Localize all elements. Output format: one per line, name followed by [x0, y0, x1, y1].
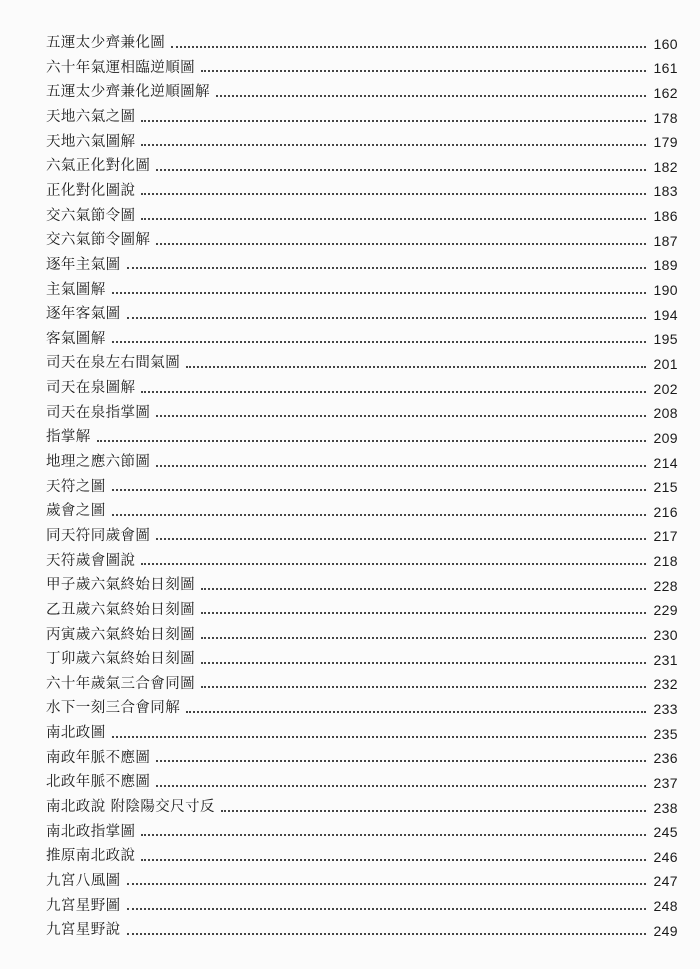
dot-leader — [141, 120, 646, 122]
toc-entry[interactable] — [46, 888, 678, 913]
toc-entry[interactable] — [46, 346, 678, 371]
toc-entry-page-number: 229 — [653, 602, 678, 619]
dot-leader — [127, 883, 647, 885]
toc-entry-page-number: 247 — [653, 873, 678, 890]
toc-entry-title: 客氣圖解 — [46, 330, 106, 347]
toc-entry[interactable] — [46, 864, 678, 889]
toc-entry-page-number: 216 — [653, 503, 678, 520]
dot-leader — [141, 859, 646, 861]
toc-entry-page-number: 190 — [653, 282, 678, 299]
toc-entry-page-number: 233 — [653, 700, 678, 717]
toc-entry-page-number: 231 — [653, 651, 678, 668]
dot-leader — [141, 218, 646, 220]
toc-entry[interactable] — [46, 642, 678, 667]
toc-entry[interactable] — [46, 667, 678, 692]
dot-leader — [141, 834, 646, 836]
dot-leader — [112, 341, 646, 343]
toc-entry-title: 九宮星野說 — [46, 922, 121, 939]
toc-entry-page-number: 187 — [653, 232, 678, 249]
toc-entry-page-number: 217 — [653, 528, 678, 545]
dot-leader — [216, 95, 646, 97]
dot-leader — [112, 489, 646, 491]
dot-leader — [97, 440, 646, 442]
dot-leader — [156, 760, 646, 762]
toc-entry-page-number: 245 — [653, 824, 678, 841]
toc-entry[interactable] — [46, 913, 678, 938]
toc-entry-title: 正化對化圖說 — [46, 182, 136, 199]
toc-entry-page-number: 238 — [653, 799, 678, 816]
toc-entry-page-number: 230 — [653, 627, 678, 644]
toc-entry-title: 天地六氣之圖 — [46, 109, 136, 126]
toc-entry[interactable] — [46, 568, 678, 593]
toc-entry-page-number: 218 — [653, 553, 678, 570]
toc-entry-title: 地理之應六節圖 — [46, 454, 151, 471]
toc-entry-page-number: 248 — [653, 898, 678, 915]
toc-entry[interactable] — [46, 543, 678, 568]
toc-entry-title: 六十年氣運相臨逆順圖 — [46, 59, 195, 76]
dot-leader — [112, 292, 646, 294]
toc-entry-title: 五運太少齊兼化逆順圖解 — [46, 84, 210, 101]
toc-entry-title: 五運太少齊兼化圖 — [46, 35, 166, 52]
toc-entry-title: 司天在泉左右間氣圖 — [46, 355, 181, 372]
dot-leader — [201, 70, 646, 72]
dot-leader — [156, 465, 646, 467]
dot-leader — [156, 538, 646, 540]
toc-entry-page-number: 236 — [653, 750, 678, 767]
toc-entry-title: 南北政指掌圖 — [46, 823, 136, 840]
toc-entry[interactable] — [46, 125, 678, 150]
toc-entry-page-number: 208 — [653, 405, 678, 422]
toc-entry-title: 六氣正化對化圖 — [46, 158, 151, 175]
toc-entry-page-number: 201 — [653, 355, 678, 372]
dot-leader — [127, 267, 647, 269]
toc-entry-page-number: 178 — [653, 109, 678, 126]
toc-entry[interactable] — [46, 716, 678, 741]
toc-entry[interactable] — [46, 75, 678, 100]
toc-entry-title: 逐年主氣圖 — [46, 256, 121, 273]
dot-leader — [141, 144, 646, 146]
dot-leader — [186, 711, 646, 713]
toc-entry-page-number: 232 — [653, 676, 678, 693]
toc-entry-page-number: 235 — [653, 725, 678, 742]
toc-entry-page-number: 209 — [653, 429, 678, 446]
toc-entry-title: 丙寅歲六氣終始日刻圖 — [46, 626, 195, 643]
toc-entry-page-number: 161 — [653, 60, 678, 77]
toc-entry-title: 交六氣節令圖 — [46, 207, 136, 224]
toc-entry[interactable] — [46, 494, 678, 519]
toc-entry-page-number: 189 — [653, 257, 678, 274]
toc-entry-title: 南北政圖 — [46, 725, 106, 742]
toc-entry-title: 九宮星野圖 — [46, 897, 121, 914]
dot-leader — [112, 736, 646, 738]
toc-entry[interactable] — [46, 100, 678, 125]
toc-entry-page-number: 214 — [653, 454, 678, 471]
toc-entry-page-number: 186 — [653, 208, 678, 225]
dot-leader — [156, 243, 646, 245]
toc-entry-title: 同天符同歲會圖 — [46, 527, 151, 544]
toc-entry-title: 天符之圖 — [46, 478, 106, 495]
toc-entry-title: 主氣圖解 — [46, 281, 106, 298]
toc-entry-title: 天符歲會圖說 — [46, 552, 136, 569]
toc-entry-title: 甲子歲六氣終始日刻圖 — [46, 577, 195, 594]
toc-entry[interactable] — [46, 617, 678, 642]
dot-leader — [201, 686, 646, 688]
toc-entry-page-number: 246 — [653, 848, 678, 865]
toc-entry[interactable] — [46, 790, 678, 815]
toc-entry-page-number: 183 — [653, 183, 678, 200]
toc-entry-title: 九宮八風圖 — [46, 872, 121, 889]
toc-entry-title: 歲會之圖 — [46, 503, 106, 520]
toc-entry[interactable] — [46, 174, 678, 199]
toc-entry-page-number: 202 — [653, 380, 678, 397]
dot-leader — [201, 612, 646, 614]
toc-entry-page-number: 195 — [653, 331, 678, 348]
dot-leader — [156, 415, 646, 417]
toc-entry[interactable] — [46, 839, 678, 864]
toc-entry[interactable] — [46, 470, 678, 495]
dot-leader — [127, 317, 647, 319]
toc-entry-title: 推原南北政說 — [46, 848, 136, 865]
toc-entry-page-number: 162 — [653, 84, 678, 101]
toc-entry-title: 司天在泉圖解 — [46, 380, 136, 397]
toc-entry-page-number: 237 — [653, 774, 678, 791]
dot-leader — [141, 391, 646, 393]
dot-leader — [112, 514, 646, 516]
dot-leader — [201, 588, 646, 590]
toc-entry[interactable] — [46, 593, 678, 618]
toc-entry[interactable] — [46, 741, 678, 766]
toc-entry[interactable] — [46, 322, 678, 347]
toc-entry-title: 北政年脈不應圖 — [46, 774, 151, 791]
toc-entry-page-number: 228 — [653, 577, 678, 594]
toc-entry-title: 六十年歲氣三合會同圖 — [46, 675, 195, 692]
toc-entry[interactable] — [46, 248, 678, 273]
toc-entry[interactable] — [46, 765, 678, 790]
toc-entry-title: 逐年客氣圖 — [46, 306, 121, 323]
dot-leader — [186, 366, 646, 368]
toc-entry-title: 交六氣節令圖解 — [46, 232, 151, 249]
dot-leader — [221, 810, 646, 812]
dot-leader — [201, 637, 646, 639]
dot-leader — [141, 193, 646, 195]
toc-entry-title: 水下一刻三合會同解 — [46, 700, 181, 717]
toc-entry[interactable] — [46, 691, 678, 716]
toc-entry-title: 指掌解 — [46, 429, 91, 446]
dot-leader — [156, 169, 646, 171]
toc-entry[interactable] — [46, 149, 678, 174]
toc-entry[interactable] — [46, 297, 678, 322]
toc-entry[interactable] — [46, 396, 678, 421]
toc-entry[interactable] — [46, 420, 678, 445]
dot-leader — [171, 46, 646, 48]
toc-entry-title: 乙丑歲六氣終始日刻圖 — [46, 601, 195, 618]
dot-leader — [127, 908, 647, 910]
toc-entry-page-number: 194 — [653, 306, 678, 323]
toc-entry-title: 司天在泉指掌圖 — [46, 404, 151, 421]
toc-entry[interactable] — [46, 445, 678, 470]
toc-entry-page-number: 179 — [653, 134, 678, 151]
dot-leader — [141, 563, 646, 565]
toc-entry[interactable] — [46, 26, 678, 51]
toc-entry-page-number: 160 — [653, 35, 678, 52]
toc-entry-title: 丁卯歲六氣終始日刻圖 — [46, 651, 195, 668]
toc-entry-title: 天地六氣圖解 — [46, 133, 136, 150]
toc-entry[interactable] — [46, 223, 678, 248]
dot-leader — [201, 662, 646, 664]
toc-entry[interactable] — [46, 51, 678, 76]
toc-entry-title: 南政年脈不應圖 — [46, 749, 151, 766]
toc-entry[interactable] — [46, 519, 678, 544]
dot-leader — [156, 785, 646, 787]
toc-entry[interactable] — [46, 371, 678, 396]
table-of-contents — [46, 26, 678, 938]
toc-entry-page-number: 215 — [653, 479, 678, 496]
dot-leader — [127, 933, 647, 935]
toc-entry-page-number: 182 — [653, 158, 678, 175]
toc-entry[interactable] — [46, 815, 678, 840]
toc-entry-page-number: 249 — [653, 922, 678, 939]
toc-entry[interactable] — [46, 272, 678, 297]
toc-entry-title: 南北政說 附陰陽交尺寸反 — [46, 799, 215, 815]
toc-entry[interactable] — [46, 198, 678, 223]
